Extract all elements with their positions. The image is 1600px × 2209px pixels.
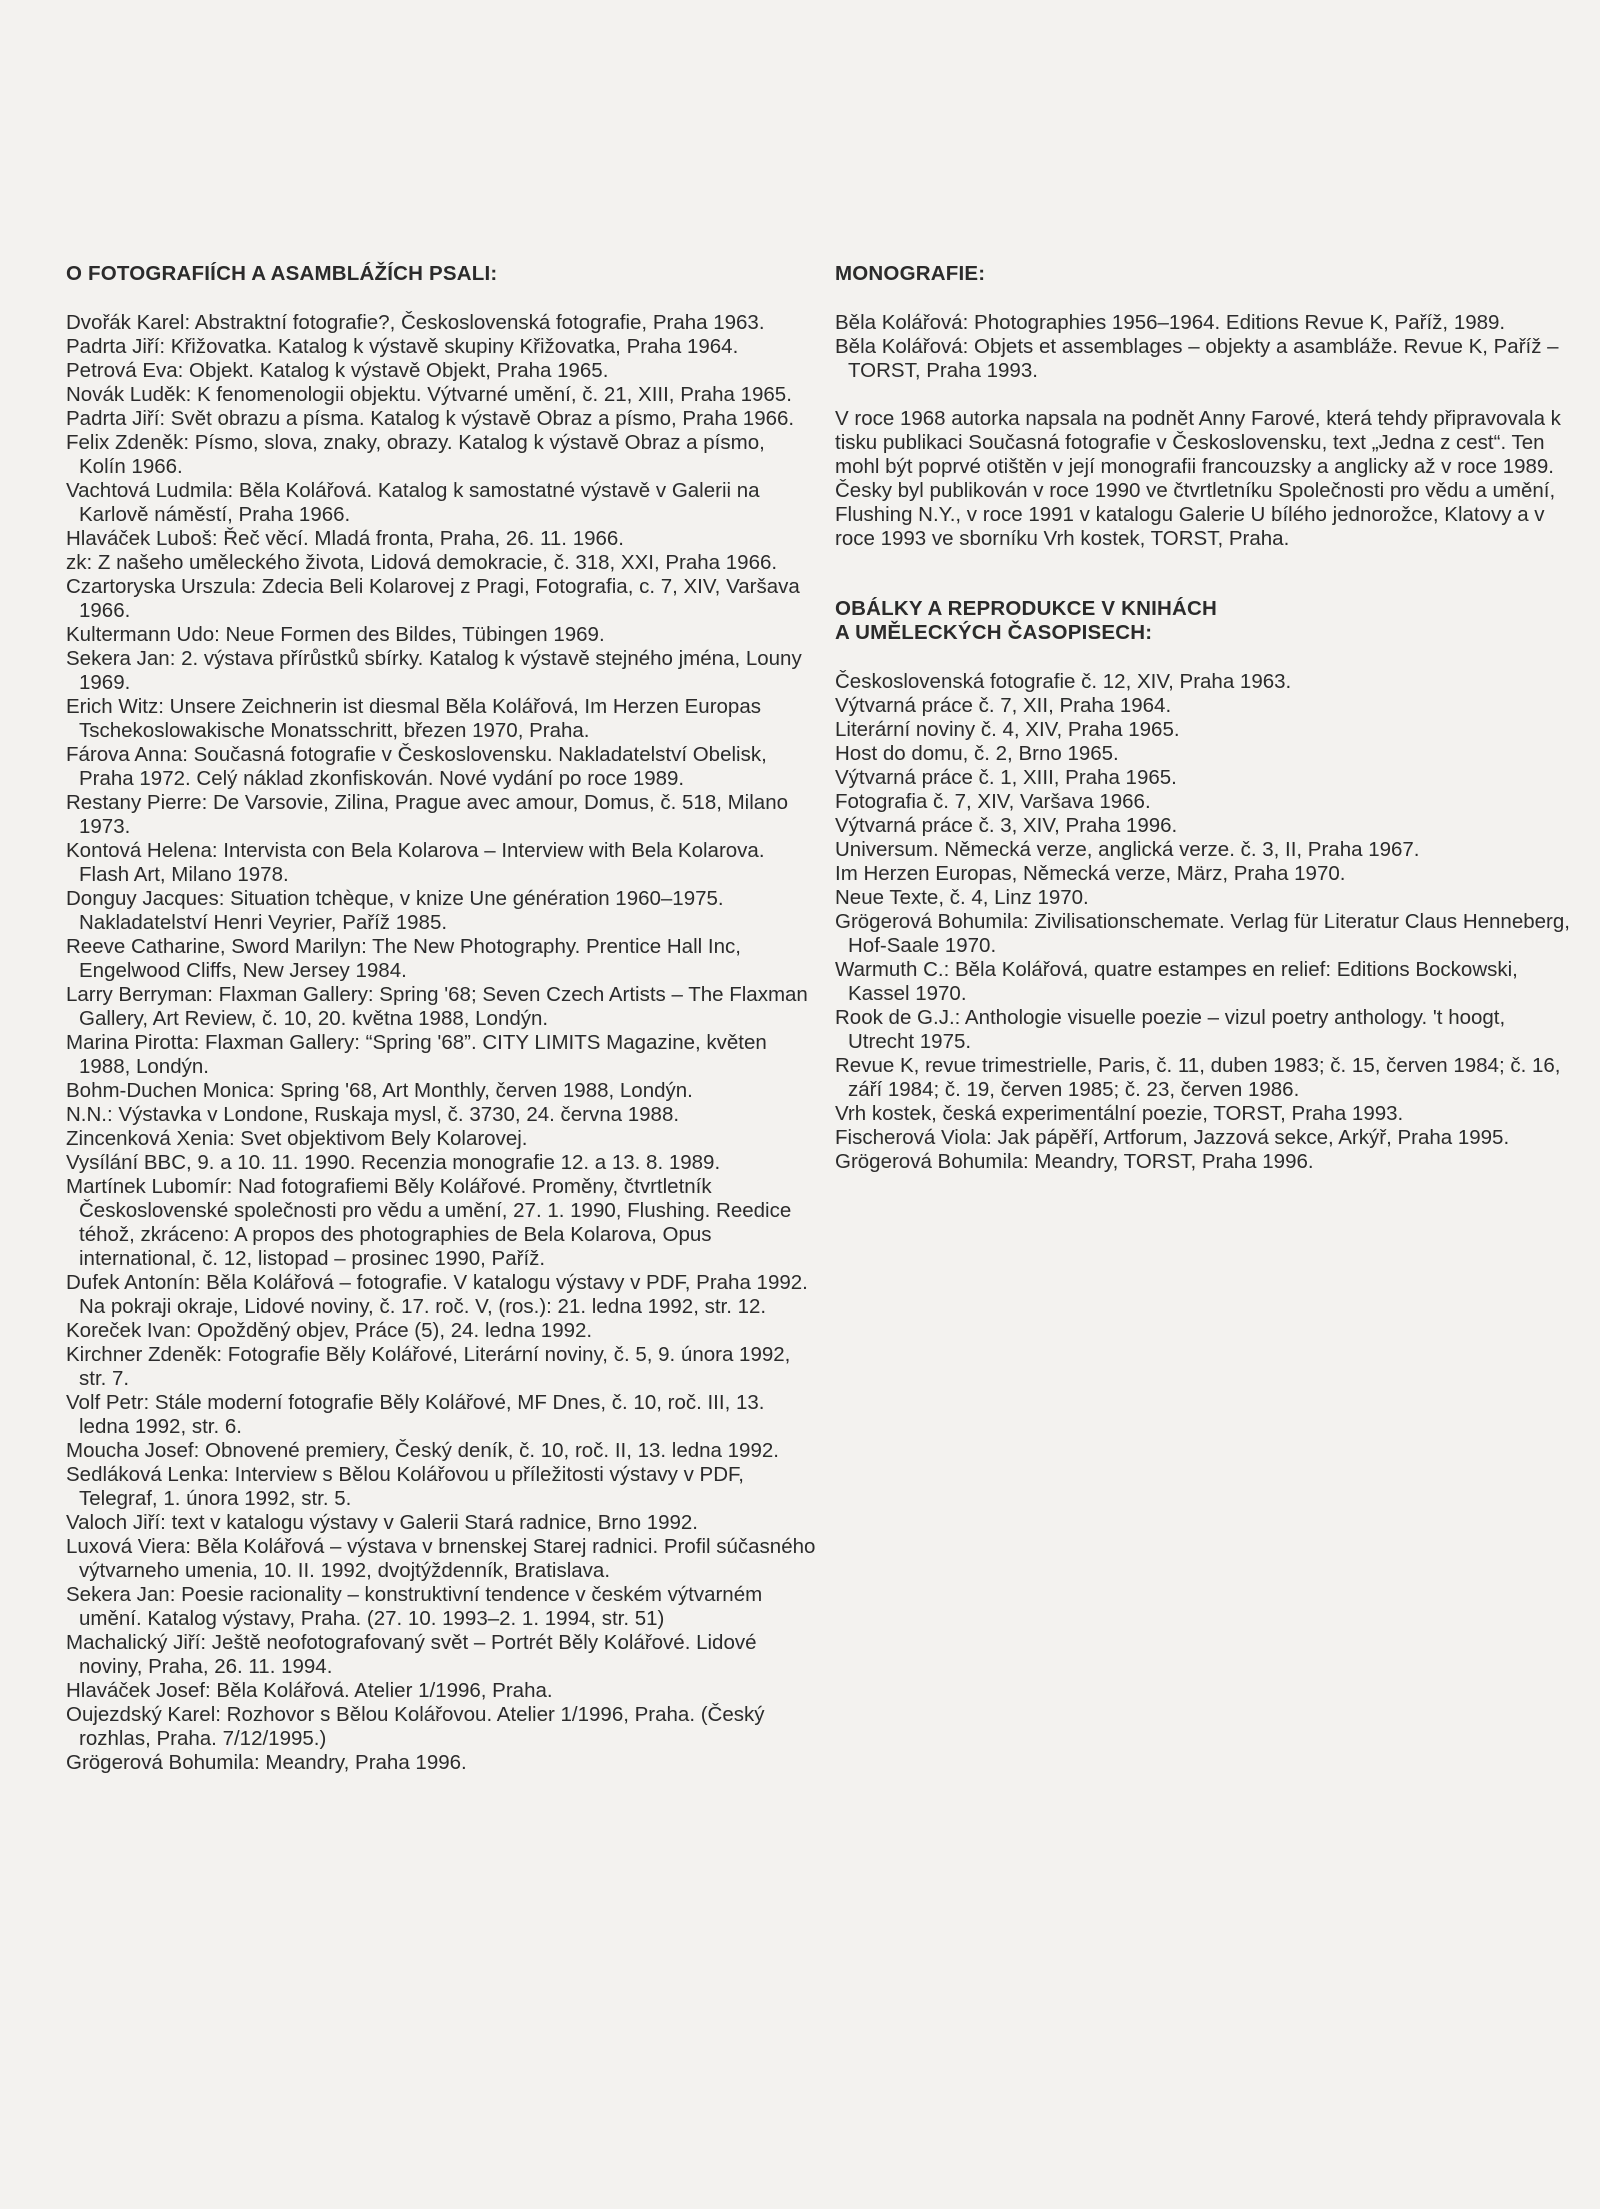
bibliography-list xyxy=(66,311,816,1775)
obalky-entry: Výtvarná práce č. 1, XIII, Praha 1965. xyxy=(835,766,1177,789)
section-heading-psali: O FOTOGRAFIÍCH A ASAMBLÁŽÍCH PSALI: xyxy=(66,262,498,285)
bibliography-entry: Oujezdský Karel: Rozhovor s Bělou Kolářovou. Atelier 1/1996, Praha. (Český rozhlas, Praha. 7/12/1995.) xyxy=(66,1703,765,1750)
obalky-entry: Literární noviny č. 4, XIV, Praha 1965. xyxy=(835,718,1180,741)
obalky-list xyxy=(835,670,1575,1174)
obalky-entry: Host do domu, č. 2, Brno 1965. xyxy=(835,742,1119,765)
bibliography-entry: Sedláková Lenka: Interview s Bělou Kolářovou u příležitosti výstavy v PDF, Telegraf, 1. února 1992, str. 5. xyxy=(66,1463,744,1510)
note-paragraph: V roce 1968 autorka napsala na podnět Anny Farové, která tehdy připravovala k tisku publikaci Současná fotografie v Československu, text „Jedna z cest“. Ten mohl být poprvé otištěn v její monografii francouzsky a anglicky až v roce 1989. Česky byl publikován v roce 1990 ve čtvrtletníku Společnosti pro vědu a umění, Flushing N.Y., v roce 1991 v katalogu Galerie U bílého jednorožce, Klatovy a v roce 1993 ve sborníku Vrh kostek, TORST, Praha. xyxy=(835,407,1561,550)
bibliography-entry: Sekera Jan: Poesie racionality – konstruktivní tendence v českém výtvarném umění. Katalog výstavy, Praha. (27. 10. 1993–2. 1. 1994, str. 51) xyxy=(66,1583,763,1630)
bibliography-entry: Padrta Jiří: Křižovatka. Katalog k výstavě skupiny Křižovatka, Praha 1964. xyxy=(66,335,739,358)
obalky-entry: Výtvarná práce č. 3, XIV, Praha 1996. xyxy=(835,814,1178,837)
bibliography-entry: Hlaváček Josef: Běla Kolářová. Atelier 1/1996, Praha. xyxy=(66,1679,553,1702)
obalky-entry: Im Herzen Europas, Německá verze, März, Praha 1970. xyxy=(835,862,1346,885)
obalky-entry: Neue Texte, č. 4, Linz 1970. xyxy=(835,886,1089,909)
bibliography-entry: Bohm-Duchen Monica: Spring '68, Art Monthly, červen 1988, Londýn. xyxy=(66,1079,693,1102)
bibliography-entry: Padrta Jiří: Svět obrazu a písma. Katalog k výstavě Obraz a písmo, Praha 1966. xyxy=(66,407,795,430)
obalky-entry: Československá fotografie č. 12, XIV, Praha 1963. xyxy=(835,670,1292,693)
bibliography-entry: Dufek Antonín: Běla Kolářová – fotografie. V katalogu výstavy v PDF, Praha 1992. Na pokraji okraje, Lidové noviny, č. 17. roč. V, (ros.): 21. ledna 1992, str. 12. xyxy=(66,1271,808,1318)
obalky-entry: Rook de G.J.: Anthologie visuelle poezie – vizul poetry anthology. 't hoogt, Utrecht 1975. xyxy=(835,1006,1506,1053)
bibliography-entry: Erich Witz: Unsere Zeichnerin ist diesmal Běla Kolářová, Im Herzen Europas Tschekoslowakische Monatsschritt, březen 1970, Praha. xyxy=(66,695,761,742)
bibliography-entry: Novák Luděk: K fenomenologii objektu. Výtvarné umění, č. 21, XIII, Praha 1965. xyxy=(66,383,792,406)
obalky-entry: Výtvarná práce č. 7, XII, Praha 1964. xyxy=(835,694,1172,717)
bibliography-entry: Marina Pirotta: Flaxman Gallery: “Spring '68”. CITY LIMITS Magazine, květen 1988, Londýn. xyxy=(66,1031,767,1078)
bibliography-entry: Martínek Lubomír: Nad fotografiemi Běly Kolářové. Proměny, čtvrtletník Československé společnosti pro vědu a umění, 27. 1. 1990, Flushing. Reedice téhož, zkráceno: A propos des photographies de Bela Kolarova, Opus international, č. 12, listopad – prosinec 1990, Paříž. xyxy=(66,1175,792,1270)
bibliography-entry: Machalický Jiří: Ještě neofotografovaný svět – Portrét Běly Kolářové. Lidové noviny, Praha, 26. 11. 1994. xyxy=(66,1631,757,1678)
right-column xyxy=(835,262,1575,1174)
bibliography-entry: Luxová Viera: Běla Kolářová – výstava v brnenskej Starej radnici. Profil súčasného výtvarneho umenia, 10. II. 1992, dvojtýždenník, Bratislava. xyxy=(66,1535,816,1582)
bibliography-entry: Reeve Catharine, Sword Marilyn: The New Photography. Prentice Hall Inc, Engelwood Cliffs, New Jersey 1984. xyxy=(66,935,741,982)
section-heading-obalky-line2: A UMĚLECKÝCH ČASOPISECH: xyxy=(835,621,1153,644)
bibliography-entry: Restany Pierre: De Varsovie, Zilina, Prague avec amour, Domus, č. 518, Milano 1973. xyxy=(66,791,788,838)
bibliography-entry: Volf Petr: Stále moderní fotografie Běly Kolářové, MF Dnes, č. 10, roč. III, 13. ledna 1992, str. 6. xyxy=(66,1391,765,1438)
obalky-entry: Grögerová Bohumila: Zivilisationschemate. Verlag für Literatur Claus Henneberg, Hof-Saale 1970. xyxy=(835,910,1570,957)
monografie-entry: Běla Kolářová: Photographies 1956–1964. Editions Revue K, Paříž, 1989. xyxy=(835,311,1506,334)
bibliography-entry: Fárova Anna: Současná fotografie v Československu. Nakladatelství Obelisk, Praha 1972. Celý náklad zkonfiskován. Nové vydání po roce 1989. xyxy=(66,743,767,790)
monografie-list xyxy=(835,311,1575,383)
bibliography-entry: Kultermann Udo: Neue Formen des Bildes, Tübingen 1969. xyxy=(66,623,605,646)
bibliography-entry: zk: Z našeho uměleckého života, Lidová demokracie, č. 318, XXI, Praha 1966. xyxy=(66,551,778,574)
obalky-entry: Vrh kostek, česká experimentální poezie, TORST, Praha 1993. xyxy=(835,1102,1404,1125)
bibliography-entry: Zincenková Xenia: Svet objektivom Bely Kolarovej. xyxy=(66,1127,528,1150)
section-heading-monografie: MONOGRAFIE: xyxy=(835,262,986,285)
section-heading-obalky xyxy=(835,597,1575,645)
bibliography-entry: Larry Berryman: Flaxman Gallery: Spring '68; Seven Czech Artists – The Flaxman Gallery, Art Review, č. 10, 20. května 1988, Londýn. xyxy=(66,983,808,1030)
bibliography-entry: Kontová Helena: Intervista con Bela Kolarova – Interview with Bela Kolarova. Flash Art, Milano 1978. xyxy=(66,839,765,886)
monografie-entry: Běla Kolářová: Objets et assemblages – objekty a asambláže. Revue K, Paříž – TORST, Praha 1993. xyxy=(835,335,1559,382)
bibliography-entry: Moucha Josef: Obnovené premiery, Český deník, č. 10, roč. II, 13. ledna 1992. xyxy=(66,1439,779,1462)
bibliography-entry: Koreček Ivan: Opožděný objev, Práce (5), 24. ledna 1992. xyxy=(66,1319,593,1342)
bibliography-entry: Felix Zdeněk: Písmo, slova, znaky, obrazy. Katalog k výstavě Obraz a písmo, Kolín 1966. xyxy=(66,431,765,478)
obalky-entry: Grögerová Bohumila: Meandry, TORST, Praha 1996. xyxy=(835,1150,1314,1173)
bibliography-entry: Hlaváček Luboš: Řeč věcí. Mladá fronta, Praha, 26. 11. 1966. xyxy=(66,527,624,550)
obalky-entry: Warmuth C.: Běla Kolářová, quatre estampes en relief: Editions Bockowski, Kassel 1970. xyxy=(835,958,1518,1005)
bibliography-entry: Vachtová Ludmila: Běla Kolářová. Katalog k samostatné výstavě v Galerii na Karlově náměstí, Praha 1966. xyxy=(66,479,760,526)
obalky-entry: Universum. Německá verze, anglická verze. č. 3, II, Praha 1967. xyxy=(835,838,1420,861)
bibliography-entry: Donguy Jacques: Situation tchèque, v knize Une génération 1960–1975. Nakladatelství Henri Veyrier, Paříž 1985. xyxy=(66,887,724,934)
bibliography-entry: Petrová Eva: Objekt. Katalog k výstavě Objekt, Praha 1965. xyxy=(66,359,609,382)
left-column xyxy=(66,262,816,1775)
obalky-entry: Revue K, revue trimestrielle, Paris, č. 11, duben 1983; č. 15, červen 1984; č. 16, září 1984; č. 19, červen 1985; č. 23, červen 1986. xyxy=(835,1054,1561,1101)
bibliography-entry: Czartoryska Urszula: Zdecia Beli Kolarovej z Pragi, Fotografia, c. 7, XIV, Varšava 1966. xyxy=(66,575,800,622)
section-heading-obalky-line1: OBÁLKY A REPRODUKCE V KNIHÁCH xyxy=(835,597,1218,620)
bibliography-entry: N.N.: Výstavka v Londone, Ruskaja mysl, č. 3730, 24. června 1988. xyxy=(66,1103,680,1126)
bibliography-entry: Grögerová Bohumila: Meandry, Praha 1996. xyxy=(66,1751,467,1774)
bibliography-entry: Dvořák Karel: Abstraktní fotografie?, Československá fotografie, Praha 1963. xyxy=(66,311,765,334)
obalky-entry: Fischerová Viola: Jak pápěří, Artforum, Jazzová sekce, Arkýř, Praha 1995. xyxy=(835,1126,1510,1149)
bibliography-entry: Vysílání BBC, 9. a 10. 11. 1990. Recenzia monografie 12. a 13. 8. 1989. xyxy=(66,1151,721,1174)
obalky-entry: Fotografia č. 7, XIV, Varšava 1966. xyxy=(835,790,1151,813)
bibliography-entry: Valoch Jiří: text v katalogu výstavy v Galerii Stará radnice, Brno 1992. xyxy=(66,1511,698,1534)
bibliography-entry: Kirchner Zdeněk: Fotografie Běly Kolářové, Literární noviny, č. 5, 9. února 1992, str. 7. xyxy=(66,1343,791,1390)
bibliography-entry: Sekera Jan: 2. výstava přírůstků sbírky. Katalog k výstavě stejného jména, Louny 1969. xyxy=(66,647,802,694)
